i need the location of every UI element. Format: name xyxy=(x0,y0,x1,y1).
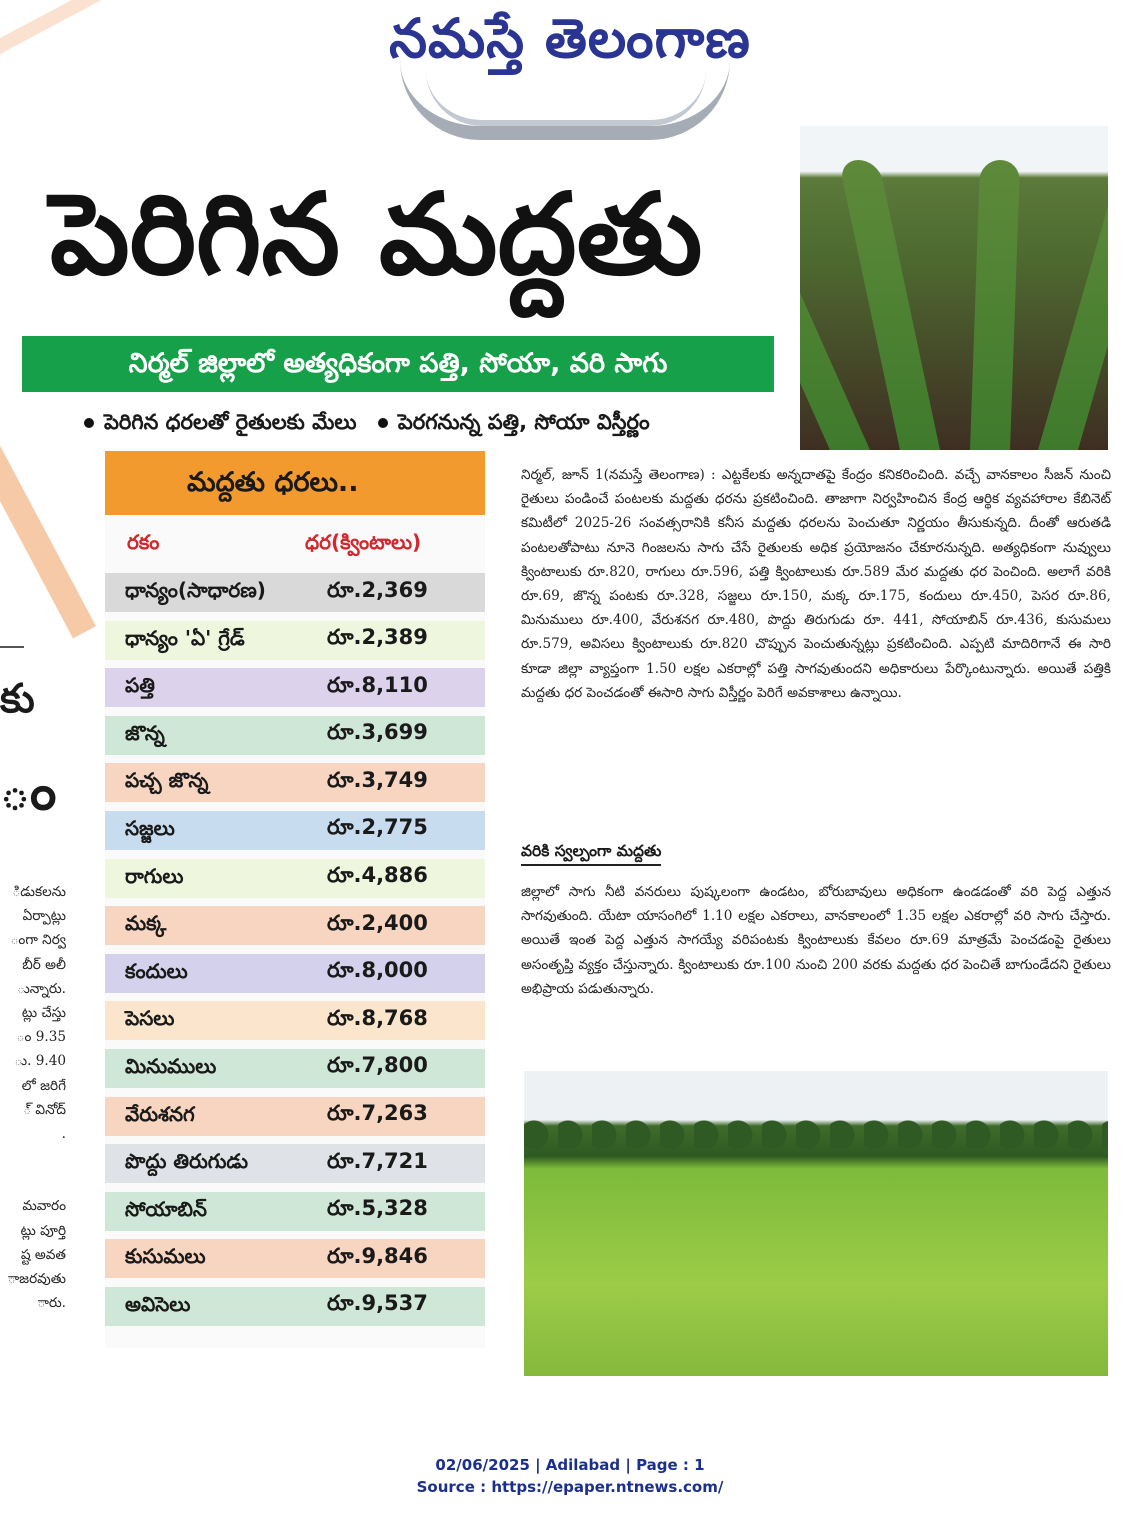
subheadline-bar: నిర్మల్ జిల్లాలో అత్యధికంగా పత్తి, సోయా, వరి సాగు xyxy=(22,336,774,392)
crop-name: పెసలు xyxy=(125,1006,175,1031)
table-row xyxy=(105,1144,485,1183)
article-line-fragment: ం 9.35 xyxy=(16,1029,66,1046)
crop-name: కుసుమలు xyxy=(125,1244,206,1269)
article-line-fragment: ట్లు చేస్తు xyxy=(21,1004,66,1021)
crop-price: రూ.2,775 xyxy=(327,815,428,840)
crop-name: మినుములు xyxy=(125,1053,217,1078)
masthead-logo[interactable]: నమస్తే తెలంగాణ xyxy=(389,6,751,70)
article-line-fragment: ష్ట అవత xyxy=(20,1246,66,1263)
table-row xyxy=(105,1287,485,1326)
article-line-fragment: మవారం xyxy=(22,1198,66,1215)
column-divider xyxy=(0,646,24,648)
paddy-field-photo xyxy=(524,1071,1108,1376)
column-header-crop: రకం xyxy=(127,529,160,554)
crop-name: సజ్జలు xyxy=(125,815,175,840)
article-line-fragment: లో జరిగే xyxy=(21,1077,66,1094)
crop-price: రూ.9,537 xyxy=(327,1291,428,1316)
bullet-dot-icon xyxy=(378,418,388,428)
bullet-item: పెరగనున్న పత్తి, సోయా విస్తీర్ణం xyxy=(378,410,650,434)
msp-price-table xyxy=(105,451,485,1348)
article-paragraph: నిర్మల్, జూన్ 1(నమస్తే తెలంగాణ) : ఎట్టకేలకు అన్నదాతపై కేంద్రం కనికరించింది. వచ్చే వానకాలం సీజన్ నుంచి రైతులు పండించే పంటలకు మద్దతు ధరను ప్రకటించింది. తాజాగా నిర్వహించిన కేంద్ర ఆర్థిక వ్యవహారాల కేబినెట్ కమిటీలో 2025-26 సంవత్సరానికి కనీస మద్దతు ధరలను పెంచుతూ నిర్ణయం తీసుకున్నది. దీంతో ఆరుతడి పంటలతోపాటు నూనె గింజలను సాగు చేసే రైతులకు అధిక ప్రయోజనం చేకూరనున్నది. అత్యధికంగా నువ్వులు క్వింటాలుకు రూ.820, రాగులు రూ.596, పత్తి క్వింటాలుకు రూ.589 మేర మద్దతు ధర పెంచింది. అలాగే వరికి రూ.69, జొన్న పంటకు రూ.328, సజ్జలు రూ.150, మక్క రూ.175, కందులు రూ.450, పెసర రూ.86, మినుములు రూ.400, వేరుశనగ రూ.480, పొద్దు తిరుగుడు రూ. 441, సోయాబిన్ రూ.436, కుసుమలు రూ.579, అవిసలు క్వింటాలుకు రూ.820 చొప్పున పెంచుతున్నట్లు ప్రకటించింది. ఎప్పటి మాదిరిగానే ఈ సారి కూడా జిల్లా వ్యాప్తంగా 1.50 లక్షల ఎకరాల్లో పత్తి సాగవుతుందని అధికారులు పేర్కొంటున్నారు. అయితే పత్తికి మద్దతు ధర పెంచడంతో ఈసారి సాగు విస్తీర్ణం పెరిగే అవకాశాలు ఉన్నాయి. xyxy=(521,467,1111,701)
column-header-price: ధర(క్వింటాలు) xyxy=(305,529,422,554)
table-row xyxy=(105,716,485,755)
footer-source-link[interactable]: Source : https://epaper.ntnews.com/ xyxy=(416,1478,724,1496)
masthead-arc-decoration xyxy=(426,70,706,126)
crop-name: ధాన్యం 'ఏ' గ్రేడ్ xyxy=(125,625,245,650)
table-body xyxy=(105,573,485,1326)
table-row xyxy=(105,811,485,850)
crop-name: అవిసెలు xyxy=(125,1291,191,1316)
adjacent-headline-fragment: కు xyxy=(0,676,35,722)
article-line-fragment: ంగా నిర్వ xyxy=(10,932,66,949)
article-paragraph: జిల్లాలో సాగు నీటి వనరులు పుష్కలంగా ఉండటం, బోరుబావులు అధికంగా ఉండడంతో వరి పెద్ద ఎత్తున సాగవుతుంది. యేటా యాసంగిలో 1.10 లక్షల ఎకరాలు, వానకాలంలో 1.35 లక్షల ఎకరాల్లో వరి సాగు చేస్తారు. అయితే ఇంత పెద్ద ఎత్తున సాగయ్యే వరిపంటకు క్వింటాలుకు కేవలం రూ.69 మాత్రమే పెంచడంపై రైతులు అసంతృప్తి వ్యక్తం చేస్తున్నారు. క్వింటాలుకు రూ.100 నుంచి 200 వరకు మద్దతు ధర పెంచితే బాగుండేదని రైతులు అభిప్రాయ పడుతున్నారు. xyxy=(521,884,1111,997)
crop-price: రూ.8,768 xyxy=(327,1005,428,1030)
table-header xyxy=(105,515,485,573)
crop-name: కందులు xyxy=(125,958,188,983)
crop-name: వేరుశనగ xyxy=(125,1101,195,1126)
table-row xyxy=(105,1001,485,1040)
article-line-fragment: ు. 9.40 xyxy=(14,1053,66,1070)
table-row xyxy=(105,668,485,707)
crop-name: రాగులు xyxy=(125,863,184,888)
article-line-fragment: ున్నారు. xyxy=(17,980,66,997)
page-footer xyxy=(300,1454,840,1498)
crop-price: రూ.5,328 xyxy=(327,1196,428,1221)
table-row xyxy=(105,859,485,898)
article-line-fragment xyxy=(0,1146,66,1170)
crop-price: రూ.4,886 xyxy=(327,863,428,888)
table-row xyxy=(105,1192,485,1231)
crop-price: రూ.2,389 xyxy=(327,625,428,650)
table-row xyxy=(105,1049,485,1088)
table-row xyxy=(105,954,485,993)
table-row xyxy=(105,621,485,660)
crop-name: సోయాబిన్ xyxy=(125,1196,207,1221)
table-row xyxy=(105,1097,485,1136)
article-line-fragment: ట్లు పూర్తి xyxy=(20,1222,66,1239)
cotton-field-photo xyxy=(800,126,1108,450)
article-line-fragment: బీర్ అలీ xyxy=(22,956,66,973)
crop-price: రూ.3,699 xyxy=(327,720,428,745)
crop-price: రూ.7,721 xyxy=(327,1148,428,1173)
bullet-dot-icon xyxy=(84,418,94,428)
section-heading: వరికి స్వల్పంగా మద్దతు xyxy=(521,838,661,866)
table-title: మద్దతు ధరలు.. xyxy=(105,451,485,515)
crop-price: రూ.9,846 xyxy=(327,1243,428,1268)
bullet-points xyxy=(84,404,784,440)
adjacent-article-fragment xyxy=(0,880,66,1315)
footer-date-edition: 02/06/2025 | Adilabad | Page : 1 xyxy=(435,1456,705,1474)
article-line-fragment xyxy=(0,1170,66,1194)
crop-name: పచ్చ జొన్న xyxy=(125,768,209,793)
table-row xyxy=(105,1239,485,1278)
crop-name: ధాన్యం(సాధారణ) xyxy=(125,578,266,602)
article-line-fragment: ాజరవుతు xyxy=(7,1271,66,1287)
tree-line xyxy=(524,1115,1108,1149)
bullet-item: పెరిగిన ధరలతో రైతులకు మేలు xyxy=(84,410,357,434)
article-line-fragment: . xyxy=(61,1125,66,1142)
crop-price: రూ.7,800 xyxy=(327,1053,428,1078)
table-row xyxy=(105,906,485,945)
table-row xyxy=(105,763,485,802)
crop-price: రూ.3,749 xyxy=(327,767,428,792)
headline: పెరిగిన మద్దతు xyxy=(50,170,703,300)
crop-price: రూ.2,400 xyxy=(327,910,428,935)
crop-price: రూ.8,000 xyxy=(327,958,428,983)
table-row xyxy=(105,573,485,612)
decorative-stripe xyxy=(0,0,388,82)
crop-price: రూ.2,369 xyxy=(327,577,428,602)
crop-price: రూ.7,263 xyxy=(327,1101,428,1126)
article-line-fragment: ్ వినోద్ xyxy=(23,1101,66,1118)
article-line-fragment: ఏర్పాట్లు xyxy=(22,908,66,925)
crop-name: జొన్న xyxy=(125,720,165,745)
crop-name: మక్క xyxy=(125,911,167,936)
crop-name: పొద్దు తిరుగుడు xyxy=(125,1149,249,1174)
article-line-fragment: ారు. xyxy=(37,1295,66,1312)
crop-price: రూ.8,110 xyxy=(327,672,428,697)
article-line-fragment: ిడుకలను xyxy=(12,884,66,900)
crop-name: పత్తి xyxy=(125,673,155,698)
adjacent-headline-fragment: ం xyxy=(0,762,57,822)
